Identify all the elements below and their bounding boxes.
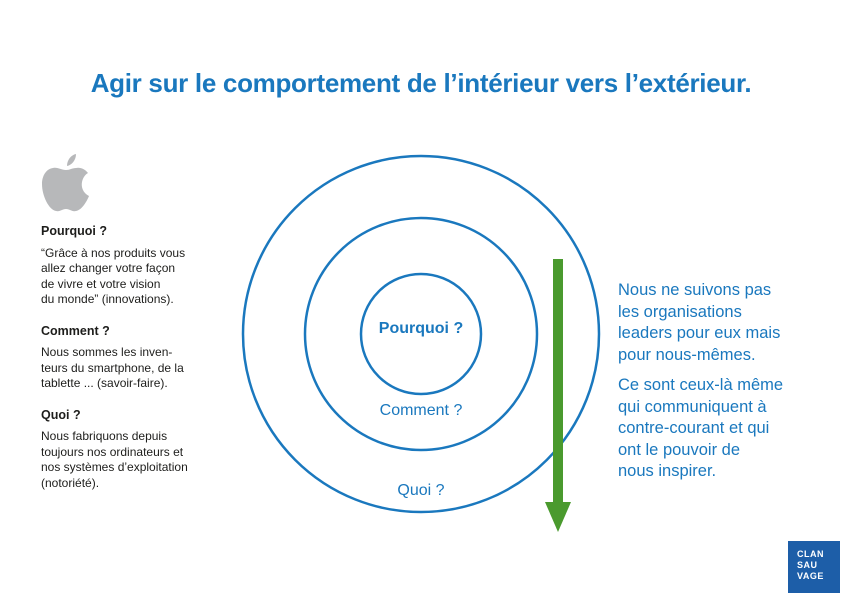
logo-line-1: CLAN (797, 549, 824, 559)
how-heading: Comment ? (41, 323, 110, 338)
middle-circle-label: Comment ? (379, 402, 463, 419)
arrow-down-icon (545, 259, 571, 532)
right-column (618, 280, 818, 492)
page-title: Agir sur le comportement de l’intérieur vers l’extérieur. (90, 68, 752, 98)
what-heading: Quoi ? (41, 407, 81, 422)
logo-line-3: VAGE (797, 571, 824, 581)
clan-sauvage-logo (788, 541, 840, 593)
outer-circle-label: Quoi ? (397, 482, 445, 499)
what-text: Nous fabriquons depuis toujours nos ordinateurs et nos systèmes d’exploitation (notoriété). (41, 429, 188, 490)
logo-line-2: SAU (797, 560, 818, 570)
why-text: “Grâce à nos produits vous allez changer votre façon de vivre et votre vision du monde” (innovations). (41, 245, 186, 306)
right-paragraph-2: Ce sont ceux-là même qui communiquent à contre-courant et qui ont le pouvoir de nous inspirer. (618, 376, 784, 480)
right-paragraph-1: Nous ne suivons pas les organisations leaders pour eux mais pour nous-mêmes. (618, 281, 781, 364)
inner-circle-label: Pourquoi ? (378, 320, 464, 337)
why-heading: Pourquoi ? (41, 224, 107, 238)
how-text: Nous sommes les inven- teurs du smartphone, de la tablette ... (savoir-faire). (41, 345, 184, 390)
